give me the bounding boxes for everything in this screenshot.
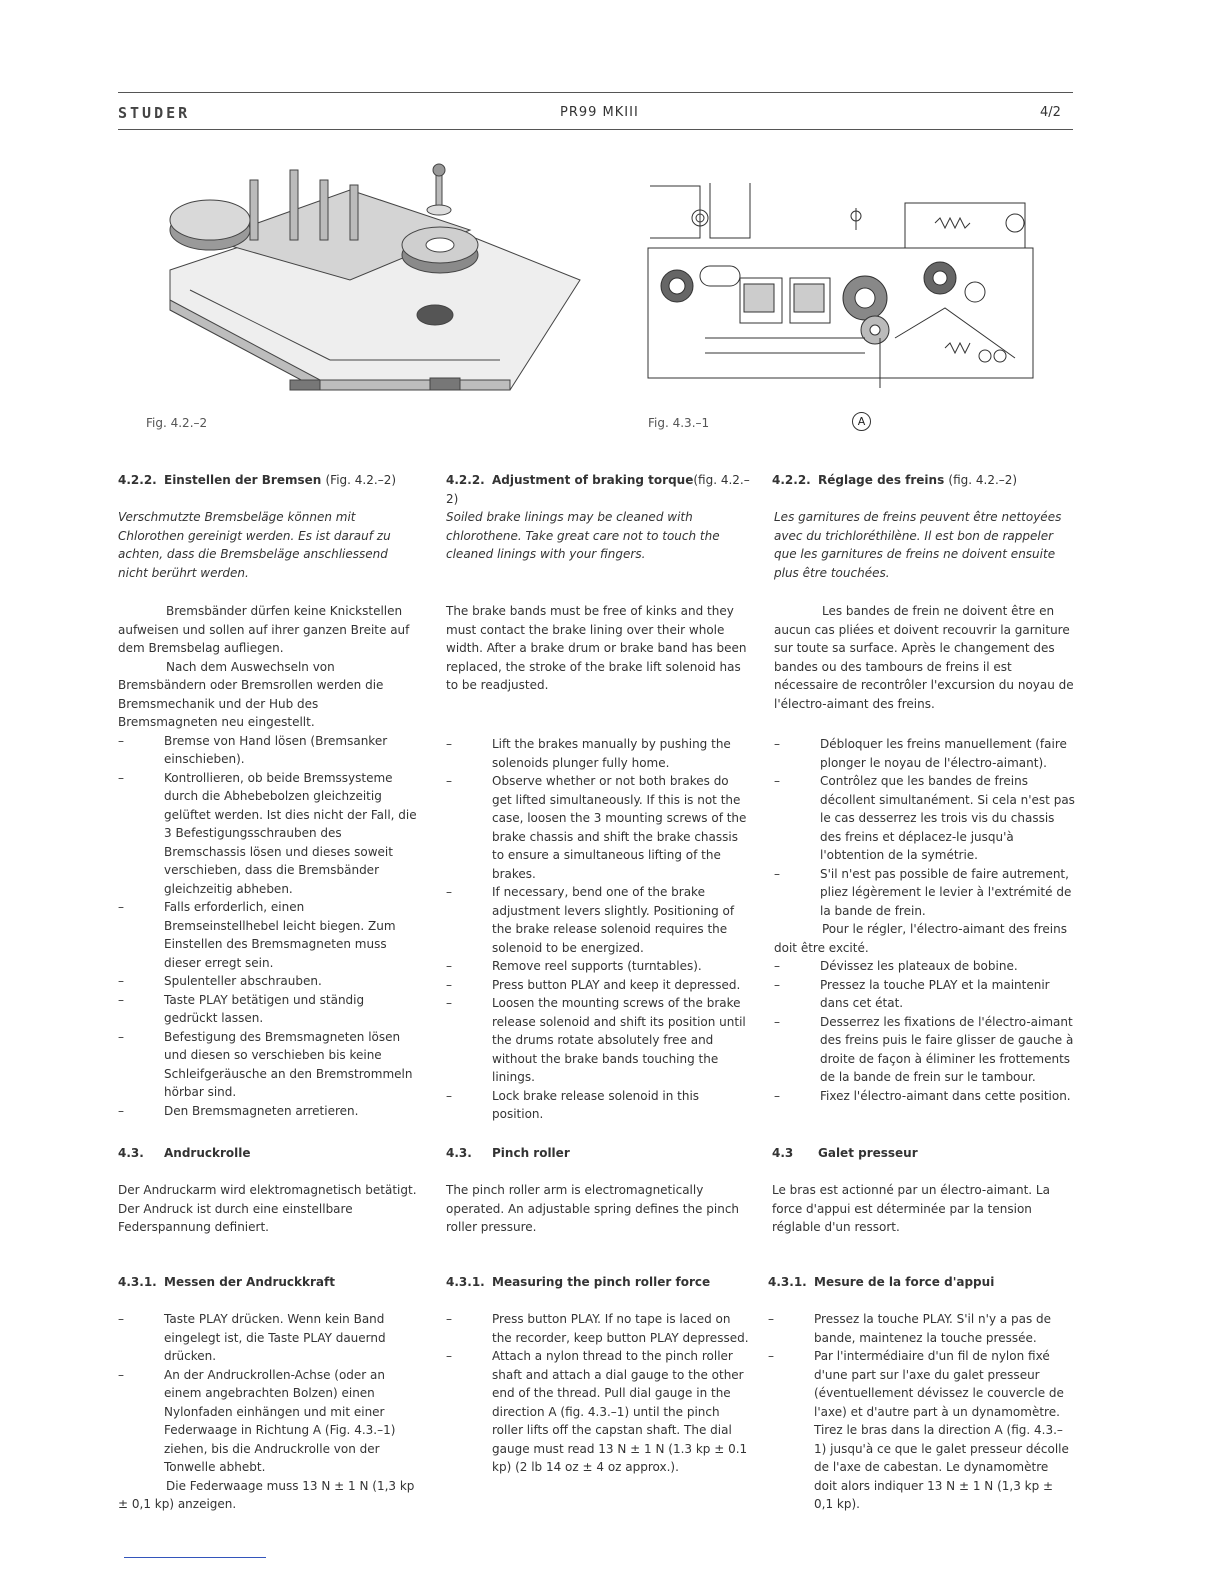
list-item: – Desserrez les fixations de l'électro-aimant des freins puis le faire glisser de gauche à droite de façon à éliminer les frottements de la bande de frein sur le tambour. — [774, 1014, 1074, 1084]
french-section-4-3 — [772, 1144, 1073, 1163]
callout-a: A — [852, 412, 871, 431]
page-number: 4/2 — [1040, 105, 1061, 120]
list-item: – Bremse von Hand lösen (Bremsanker einschieben). — [118, 733, 388, 766]
english-section-4-3 — [446, 1144, 749, 1163]
list-item: – Pressez la touche PLAY et la maintenir dans cet état. — [774, 977, 1050, 1010]
french-intro — [774, 602, 1075, 713]
figure-caption-left: Fig. 4.2.–2 — [146, 416, 208, 430]
list-item: – Contrôlez que les bandes de freins décollent simultanément. Si cela n'est pas le cas desserrez les trois vis du chassis des freins et déplacez-le jusqu'à l'obtention de la symétrie. — [774, 774, 1075, 862]
list-item: – Par l'intermédiaire d'un fil de nylon fixé d'une part sur l'axe du galet presseur (éventuellement dévissez le couvercle de l'axe) et d'autre part à un dynamomètre. Tirez le bras dans la direction A (fig. 4.3.–1) jusqu'à ce que le galet presseur décolle de l'axe de cabestan. Le dynamomètre doit alors indiquer 13 N ± 1 N (1,3 kp ± 0,1 kp). — [768, 1349, 1069, 1511]
italic-note-fr: Les garnitures de freins peuvent être nettoyées avec du trichloréthilène. Il est bon de rappeler que les garnitures de freins ne doivent ensuite plus être touchées. — [774, 510, 1062, 580]
list-item: – Remove reel supports (turntables). — [446, 959, 702, 973]
paragraph-fr-excite: Pour le régler, l'électro-aimant des freins doit être excité. — [774, 922, 1067, 955]
section-heading-4-2-2-fr: 4.2.2. Réglage des freins (fig. 4.2.–2) — [772, 473, 1018, 487]
english-italic-note — [446, 508, 749, 564]
pinch-roller-figure — [645, 178, 1040, 388]
list-item: – Fixez l'électro-aimant dans cette position. — [774, 1088, 1071, 1103]
paragraph-de-1: Bremsbänder dürfen keine Knickstellen aufweisen und sollen auf ihrer ganzen Breite auf dem Bremsbelag aufliegen. — [118, 604, 410, 655]
section-heading-4-3-1-fr: 4.3.1. Mesure de la force d'appui — [768, 1275, 995, 1289]
german-section-4-3-1 — [118, 1273, 421, 1292]
french-pinch-text — [772, 1181, 1073, 1237]
brake-mechanism-figure — [150, 160, 590, 400]
figure-caption-right: Fig. 4.3.–1 — [648, 416, 710, 430]
list-item: – Débloquer les freins manuellement (faire plonger le noyau de l'électro-aimant). — [774, 737, 1067, 770]
french-measurement-steps — [768, 1310, 1073, 1514]
list-item: – If necessary, bend one of the brake adjustment levers slightly. Positioning of the brake release solenoid requires the solenoid to be energized. — [446, 885, 735, 955]
list-item: – Observe whether or not both brakes do get lifted simultaneously. If this is not the case, loosen the 3 mounting screws of the brake chassis and shift the brake chassis to ensure a simultaneous lifting of the brakes. — [446, 774, 747, 881]
french-brake-procedure — [774, 735, 1075, 1105]
list-item: – An der Andruckrollen-Achse (oder an einem angebrachten Bolzen) einen Nylonfaden einhängen und mit einer Federwaage in Richtung A (Fig. 4.3.–1) ziehen, bis die Andruckrolle von der Tonwelle abhebt. — [118, 1367, 396, 1474]
section-heading-4-3-en: 4.3. Pinch roller — [446, 1146, 570, 1160]
list-item: – Falls erforderlich, einen Bremseinstellhebel leicht biegen. Zum Einstellen des Bremsmagneten muss dieser erregt sein. — [118, 900, 396, 970]
english-intro — [446, 602, 749, 695]
german-pinch-text — [118, 1181, 421, 1237]
list-item: – S'il n'est pas possible de faire autrement, pliez légèrement le levier à l'extrémité de la bande de frein. — [774, 866, 1072, 918]
german-section-4-3 — [118, 1144, 421, 1163]
english-section-4-3-1 — [446, 1273, 749, 1292]
studer-logo: STUDER — [118, 104, 191, 122]
header-bottom-rule — [118, 129, 1073, 130]
list-item: – Dévissez les plateaux de bobine. — [774, 959, 1018, 973]
german-measurement-steps — [118, 1310, 421, 1514]
paragraph-de-2: Nach dem Auswechseln von Bremsbändern oder Bremsrollen werden die Bremsmechanik und der Hub des Bremsmagneten neu eingestellt. — [118, 659, 384, 729]
section-heading-4-2-2-en: 4.2.2. Adjustment of braking torque(fig. 4.2.–2) — [446, 473, 750, 506]
model-title: PR99 MKIII — [560, 105, 639, 120]
english-column — [446, 471, 758, 508]
list-item: – Lift the brakes manually by pushing the solenoids plunger fully home. — [446, 737, 731, 770]
list-item: – Attach a nylon thread to the pinch roller shaft and attach a dial gauge to the other end of the thread. Pull dial gauge in the direction A (fig. 4.3.–1) until the pinch roller lifts off the capstan shaft. The dial gauge must read 13 N ± 1 N (1.3 kp ± 0.1 kp) (2 lb 14 oz ± 4 oz approx.). — [446, 1349, 748, 1474]
list-item: – Press button PLAY and keep it depressed. — [446, 977, 741, 992]
section-heading-4-3-1-de: 4.3.1. Messen der Andruckkraft — [118, 1275, 335, 1289]
french-column — [772, 471, 1075, 490]
list-item: – Den Bremsmagneten arretieren. — [118, 1103, 359, 1118]
list-item: – Kontrollieren, ob beide Bremssysteme durch die Abhebebolzen gleichzeitig gelüftet werden. Ist dies nicht der Fall, die 3 Befestigungsschrauben des Bremschassis lösen und dieses soweit verschieben, dass die Bremsbänder gleichzeitig abheben. — [118, 770, 417, 896]
footer-rule — [124, 1557, 266, 1558]
paragraph-fr-1: Les bandes de frein ne doivent être en aucun cas pliées et doivent recouvrir la garniture sur toute sa surface. Après le changement des bandes ou des tambours de freins il est nécessaire de recontrôler l'excursion du noyau de l'électro-aimant des freins. — [774, 604, 1074, 711]
section-heading-4-2-2-de: 4.2.2. Einstellen der Bremsen (Fig. 4.2.–2) — [118, 473, 397, 487]
list-item: – Spulenteller abschrauben. — [118, 974, 322, 988]
english-pinch-text — [446, 1181, 749, 1237]
paragraph-en-1: The brake bands must be free of kinks and they must contact the brake lining over their whole width. After a brake drum or brake band has been replaced, the stroke of the brake lift solenoid has to be readjusted. — [446, 604, 747, 692]
header-top-rule — [118, 92, 1073, 93]
list-item: – Loosen the mounting screws of the brake release solenoid and shift its position until the drums rotate absolutely free and without the brake bands touching the linings. — [446, 996, 746, 1084]
french-italic-note — [774, 508, 1075, 582]
list-item: – Befestigung des Bremsmagneten lösen und diesen so verschieben bis keine Schleifgeräusche an den Bremstrommeln hörbar sind. — [118, 1029, 413, 1099]
german-brake-procedure — [118, 602, 421, 1120]
list-item: – Press button PLAY. If no tape is laced on the recorder, keep button PLAY depressed. — [446, 1312, 749, 1345]
list-item: – Pressez la touche PLAY. S'il n'y a pas de bande, maintenez la touche pressée. — [768, 1312, 1052, 1345]
paragraph-fr-4-3: Le bras est actionné par un électro-aimant. La force d'appui est déterminée par la tension réglable d'un ressort. — [772, 1183, 1050, 1234]
section-heading-4-3-de: 4.3. Andruckrolle — [118, 1146, 251, 1160]
french-section-4-3-1 — [768, 1273, 1073, 1292]
italic-note-en: Soiled brake linings may be cleaned with chlorothene. Take great care not to touch the cleaned linings with your fingers. — [446, 510, 720, 561]
paragraph-de-result: Die Federwaage muss 13 N ± 1 N (1,3 kp ± 0,1 kp) anzeigen. — [118, 1478, 415, 1511]
list-item: – Lock brake release solenoid in this position. — [446, 1088, 700, 1121]
list-item: – Taste PLAY drücken. Wenn kein Band eingelegt ist, die Taste PLAY dauernd drücken. — [118, 1312, 386, 1363]
section-heading-4-3-1-en: 4.3.1. Measuring the pinch roller force — [446, 1275, 711, 1289]
german-italic-note — [118, 508, 421, 582]
english-measurement-steps — [446, 1310, 749, 1477]
paragraph-de-4-3: Der Andruckarm wird elektromagnetisch betätigt. Der Andruck ist durch eine einstellbare Federspannung definiert. — [118, 1183, 417, 1234]
list-item: – Taste PLAY betätigen und ständig gedrückt lassen. — [118, 992, 365, 1025]
german-column — [118, 471, 421, 490]
english-brake-procedure — [446, 735, 749, 1124]
italic-note-de: Verschmutzte Bremsbeläge können mit Chlorothen gereinigt werden. Es ist darauf zu achten, dass die Bremsbeläge anschliessend nicht berührt werden. — [118, 510, 391, 580]
section-heading-4-3-fr: 4.3 Galet presseur — [772, 1146, 918, 1160]
paragraph-en-4-3: The pinch roller arm is electromagnetically operated. An adjustable spring defines the pinch roller pressure. — [446, 1183, 740, 1234]
